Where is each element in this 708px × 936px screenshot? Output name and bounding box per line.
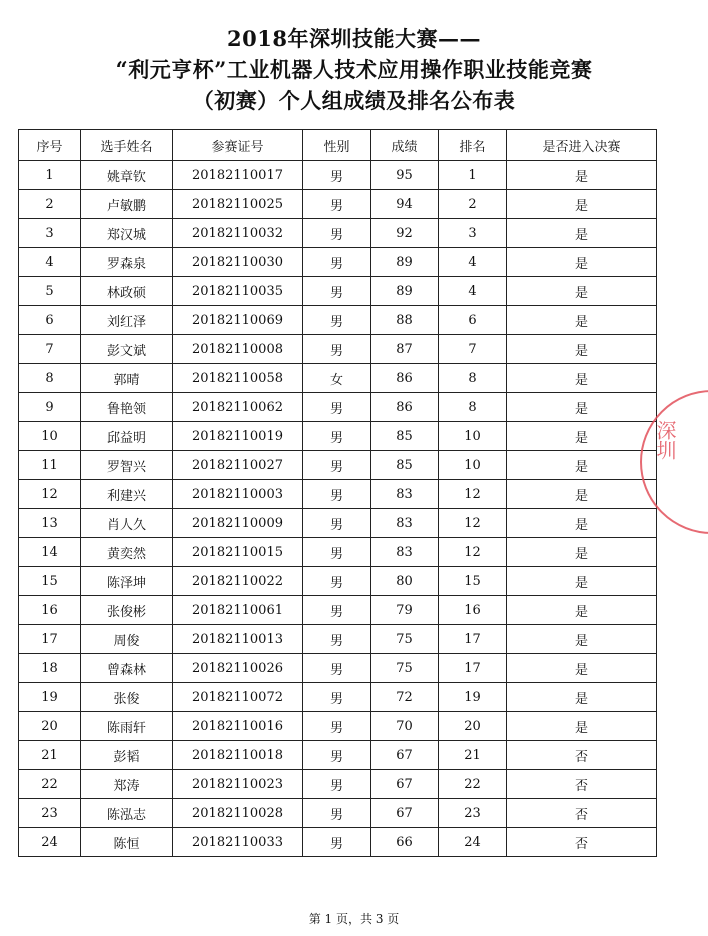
table-row <box>19 335 657 364</box>
table-row <box>19 828 657 857</box>
table-cell: 19 <box>19 683 81 712</box>
table-cell: 是 <box>507 480 657 509</box>
table-cell: 20182110062 <box>173 393 303 422</box>
table-cell: 是 <box>507 393 657 422</box>
document-title-line-2: “利元亨杯”工业机器人技术应用操作职业技能竞赛 <box>115 57 593 82</box>
table-cell: 72 <box>371 683 439 712</box>
table-cell: 14 <box>19 538 81 567</box>
table-cell: 66 <box>371 828 439 857</box>
table-cell: 70 <box>371 712 439 741</box>
table-cell: 卢敏鹏 <box>81 190 173 219</box>
table-cell: 87 <box>371 335 439 364</box>
table-cell: 20 <box>19 712 81 741</box>
table-cell: 男 <box>303 509 371 538</box>
table-cell: 男 <box>303 799 371 828</box>
table-cell: 22 <box>19 770 81 799</box>
results-table <box>18 129 657 857</box>
table-cell: 83 <box>371 538 439 567</box>
table-cell: 陈雨轩 <box>81 712 173 741</box>
table-cell: 曾森林 <box>81 654 173 683</box>
table-row <box>19 799 657 828</box>
page-indicator: 第 1 页，共 3 页 <box>308 912 400 926</box>
table-cell: 陈泓志 <box>81 799 173 828</box>
table-row <box>19 509 657 538</box>
table-cell: 是 <box>507 161 657 190</box>
table-cell: 男 <box>303 712 371 741</box>
header-cell: 排名 <box>439 130 507 161</box>
table-row <box>19 161 657 190</box>
table-row <box>19 422 657 451</box>
table-row <box>19 393 657 422</box>
table-cell: 是 <box>507 654 657 683</box>
table-row <box>19 567 657 596</box>
table-cell: 17 <box>439 654 507 683</box>
table-cell: 85 <box>371 451 439 480</box>
table-row <box>19 306 657 335</box>
table-row <box>19 741 657 770</box>
table-cell: 6 <box>439 306 507 335</box>
table-cell: 16 <box>19 596 81 625</box>
header-cell: 参赛证号 <box>173 130 303 161</box>
table-row <box>19 190 657 219</box>
table-cell: 89 <box>371 277 439 306</box>
table-cell: 75 <box>371 654 439 683</box>
table-cell: 18 <box>19 654 81 683</box>
table-cell: 9 <box>19 393 81 422</box>
table-cell: 4 <box>439 248 507 277</box>
table-cell: 83 <box>371 480 439 509</box>
table-row <box>19 596 657 625</box>
table-cell: 23 <box>19 799 81 828</box>
table-cell: 23 <box>439 799 507 828</box>
table-cell: 男 <box>303 277 371 306</box>
table-cell: 20182110028 <box>173 799 303 828</box>
table-cell: 21 <box>439 741 507 770</box>
header-cell: 选手姓名 <box>81 130 173 161</box>
table-row <box>19 625 657 654</box>
table-cell: 陈泽坤 <box>81 567 173 596</box>
table-cell: 20182110035 <box>173 277 303 306</box>
table-cell: 是 <box>507 538 657 567</box>
table-cell: 男 <box>303 480 371 509</box>
table-cell: 20182110027 <box>173 451 303 480</box>
table-cell: 男 <box>303 770 371 799</box>
table-cell: 女 <box>303 364 371 393</box>
table-cell: 罗森泉 <box>81 248 173 277</box>
table-cell: 男 <box>303 625 371 654</box>
table-cell: 20182110016 <box>173 712 303 741</box>
table-body <box>19 161 657 857</box>
table-cell: 是 <box>507 567 657 596</box>
table-cell: 陈恒 <box>81 828 173 857</box>
table-cell: 张俊 <box>81 683 173 712</box>
table-cell: 20182110069 <box>173 306 303 335</box>
table-cell: 10 <box>439 451 507 480</box>
table-cell: 83 <box>371 509 439 538</box>
table-cell: 3 <box>19 219 81 248</box>
table-cell: 3 <box>439 219 507 248</box>
table-cell: 郭晴 <box>81 364 173 393</box>
table-cell: 22 <box>439 770 507 799</box>
table-cell: 2 <box>19 190 81 219</box>
header-cell: 序号 <box>19 130 81 161</box>
table-cell: 是 <box>507 451 657 480</box>
table-cell: 89 <box>371 248 439 277</box>
table-cell: 20182110072 <box>173 683 303 712</box>
table-row <box>19 654 657 683</box>
table-row <box>19 277 657 306</box>
table-row <box>19 770 657 799</box>
table-cell: 男 <box>303 596 371 625</box>
table-cell: 否 <box>507 741 657 770</box>
table-cell: 10 <box>439 422 507 451</box>
table-cell: 男 <box>303 190 371 219</box>
table-cell: 郑汉城 <box>81 219 173 248</box>
table-cell: 20182110003 <box>173 480 303 509</box>
table-row <box>19 712 657 741</box>
table-cell: 19 <box>439 683 507 712</box>
table-cell: 20182110015 <box>173 538 303 567</box>
table-row <box>19 683 657 712</box>
table-cell: 否 <box>507 770 657 799</box>
table-cell: 86 <box>371 364 439 393</box>
table-cell: 20182110061 <box>173 596 303 625</box>
table-cell: 彭韬 <box>81 741 173 770</box>
table-cell: 彭文斌 <box>81 335 173 364</box>
table-cell: 男 <box>303 538 371 567</box>
table-cell: 80 <box>371 567 439 596</box>
table-cell: 男 <box>303 741 371 770</box>
table-row <box>19 480 657 509</box>
table-cell: 21 <box>19 741 81 770</box>
table-cell: 张俊彬 <box>81 596 173 625</box>
table-cell: 12 <box>439 538 507 567</box>
table-cell: 4 <box>19 248 81 277</box>
table-cell: 男 <box>303 828 371 857</box>
table-cell: 4 <box>439 277 507 306</box>
table-cell: 17 <box>439 625 507 654</box>
table-cell: 20182110058 <box>173 364 303 393</box>
table-cell: 姚章钦 <box>81 161 173 190</box>
table-cell: 85 <box>371 422 439 451</box>
table-cell: 20182110032 <box>173 219 303 248</box>
table-cell: 13 <box>19 509 81 538</box>
table-cell: 是 <box>507 596 657 625</box>
table-cell: 男 <box>303 451 371 480</box>
table-cell: 20182110008 <box>173 335 303 364</box>
table-cell: 20182110013 <box>173 625 303 654</box>
table-cell: 是 <box>507 712 657 741</box>
table-cell: 24 <box>19 828 81 857</box>
official-seal-text: 深圳 <box>653 420 677 460</box>
table-cell: 1 <box>439 161 507 190</box>
table-cell: 1 <box>19 161 81 190</box>
table-cell: 86 <box>371 393 439 422</box>
table-cell: 郑涛 <box>81 770 173 799</box>
table-cell: 利建兴 <box>81 480 173 509</box>
table-cell: 20182110025 <box>173 190 303 219</box>
table-cell: 是 <box>507 335 657 364</box>
table-cell: 20182110019 <box>173 422 303 451</box>
table-row <box>19 219 657 248</box>
table-row <box>19 248 657 277</box>
table-cell: 是 <box>507 364 657 393</box>
table-cell: 75 <box>371 625 439 654</box>
table-cell: 鲁艳领 <box>81 393 173 422</box>
header-cell: 是否进入决赛 <box>507 130 657 161</box>
table-cell: 20182110030 <box>173 248 303 277</box>
table-cell: 周俊 <box>81 625 173 654</box>
table-cell: 20182110023 <box>173 770 303 799</box>
table-cell: 肖人久 <box>81 509 173 538</box>
table-cell: 男 <box>303 306 371 335</box>
table-cell: 20182110022 <box>173 567 303 596</box>
table-cell: 是 <box>507 422 657 451</box>
table-cell: 8 <box>439 364 507 393</box>
table-row <box>19 364 657 393</box>
table-cell: 92 <box>371 219 439 248</box>
table-cell: 15 <box>19 567 81 596</box>
table-cell: 24 <box>439 828 507 857</box>
table-cell: 2 <box>439 190 507 219</box>
table-cell: 20182110009 <box>173 509 303 538</box>
table-cell: 12 <box>439 480 507 509</box>
table-cell: 16 <box>439 596 507 625</box>
header-cell: 性别 <box>303 130 371 161</box>
table-cell: 95 <box>371 161 439 190</box>
table-cell: 12 <box>439 509 507 538</box>
table-cell: 20182110026 <box>173 654 303 683</box>
table-cell: 17 <box>19 625 81 654</box>
table-cell: 男 <box>303 248 371 277</box>
header-cell: 成绩 <box>371 130 439 161</box>
table-row <box>19 538 657 567</box>
table-cell: 是 <box>507 509 657 538</box>
table-cell: 11 <box>19 451 81 480</box>
table-cell: 邱益明 <box>81 422 173 451</box>
table-cell: 林政硕 <box>81 277 173 306</box>
table-cell: 是 <box>507 219 657 248</box>
table-cell: 7 <box>439 335 507 364</box>
table-cell: 是 <box>507 248 657 277</box>
table-cell: 94 <box>371 190 439 219</box>
table-cell: 10 <box>19 422 81 451</box>
table-cell: 男 <box>303 335 371 364</box>
table-row <box>19 451 657 480</box>
table-cell: 男 <box>303 422 371 451</box>
table-cell: 是 <box>507 190 657 219</box>
table-cell: 6 <box>19 306 81 335</box>
table-cell: 男 <box>303 683 371 712</box>
table-cell: 黄奕然 <box>81 538 173 567</box>
table-cell: 否 <box>507 799 657 828</box>
table-cell: 7 <box>19 335 81 364</box>
document-title-line-1: 2018年深圳技能大赛—— <box>227 26 481 51</box>
table-cell: 罗智兴 <box>81 451 173 480</box>
table-cell: 88 <box>371 306 439 335</box>
table-cell: 男 <box>303 161 371 190</box>
table-cell: 男 <box>303 567 371 596</box>
table-cell: 20182110033 <box>173 828 303 857</box>
table-cell: 20182110017 <box>173 161 303 190</box>
table-cell: 20182110018 <box>173 741 303 770</box>
table-cell: 12 <box>19 480 81 509</box>
table-cell: 67 <box>371 741 439 770</box>
table-cell: 67 <box>371 770 439 799</box>
document-title-line-3: （初赛）个人组成绩及排名公布表 <box>192 88 516 113</box>
table-cell: 男 <box>303 219 371 248</box>
table-cell: 67 <box>371 799 439 828</box>
table-cell: 15 <box>439 567 507 596</box>
table-cell: 否 <box>507 828 657 857</box>
table-cell: 男 <box>303 654 371 683</box>
table-cell: 是 <box>507 277 657 306</box>
table-cell: 20 <box>439 712 507 741</box>
table-cell: 8 <box>19 364 81 393</box>
table-cell: 8 <box>439 393 507 422</box>
table-cell: 79 <box>371 596 439 625</box>
table-cell: 是 <box>507 625 657 654</box>
table-cell: 刘红泽 <box>81 306 173 335</box>
table-header-row <box>19 130 657 161</box>
table-cell: 男 <box>303 393 371 422</box>
table-cell: 5 <box>19 277 81 306</box>
table-cell: 是 <box>507 683 657 712</box>
table-cell: 是 <box>507 306 657 335</box>
